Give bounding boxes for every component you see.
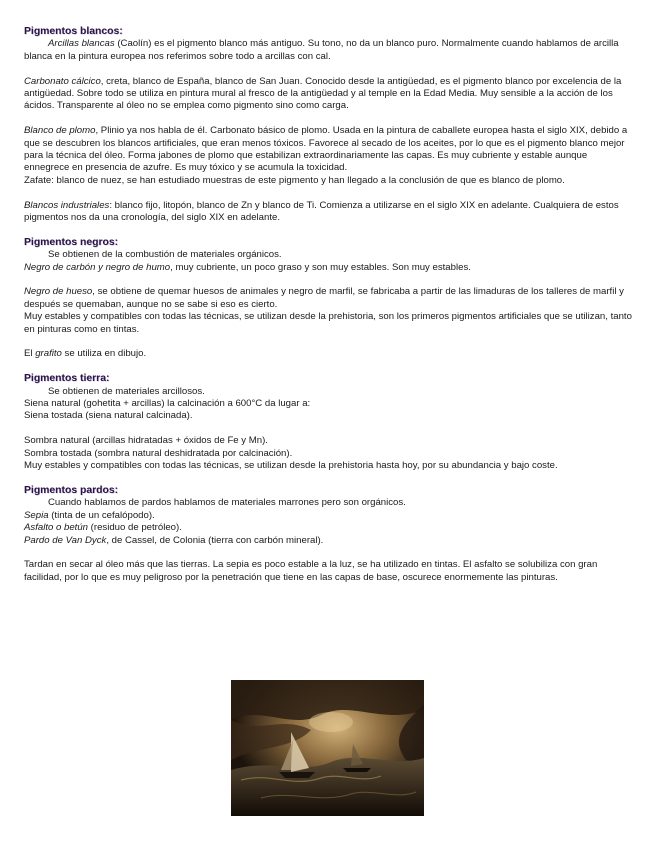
paragraph-van-dyck	[24, 535, 632, 547]
paragraph-sombra-natural: Sombra natural (arcillas hidratadas + óxidos de Fe y Mn).	[24, 435, 268, 447]
heading-pigmentos-negros: Pigmentos negros:	[24, 236, 119, 248]
text-negro-de-hueso: , se obtiene de quemar huesos de animales y negro de marfil, se fabricaba a partir de las limaduras de los talleres de marfil y después se quemaban, aunque no se sabe si eso es cierto.	[24, 286, 624, 310]
paragraph-sombra-tostada: Sombra tostada (sombra natural deshidratada por calcinación).	[24, 447, 293, 459]
term-blancos-industriales: Blancos industriales	[24, 199, 110, 211]
text-negro-de-carbon: , muy cubriente, un poco graso y son muy estables. Son muy estables.	[170, 261, 471, 273]
text-van-dyck: , de Cassel, de Colonia (tierra con carbón mineral).	[106, 534, 324, 546]
term-negro-de-carbon: Negro de carbón y negro de humo	[24, 261, 171, 273]
paragraph-grafito	[24, 348, 632, 360]
term-carbonato-calcico: Carbonato cálcico	[24, 75, 101, 87]
term-asfalto: Asfalto o betún	[24, 522, 89, 534]
text-blancos-industriales: : blanco fijo, litopón, blanco de Zn y blanco de Ti. Comienza a utilizarse en el siglo XIX en adelante. Cualquiera de estos pigmentos nos da una cronología, del siglo XIX en adelante.	[24, 199, 619, 224]
paragraph-siena-tostada: Siena tostada (siena natural calcinada).	[24, 410, 193, 422]
paragraph-blanco-de-plomo	[24, 125, 632, 175]
painting-illustration	[231, 680, 424, 816]
painting-image	[231, 680, 424, 816]
text-arcillas-blancas: (Caolín) es el pigmento blanco más antiguo. Su tono, no da un blanco puro. Normalmente cuando hablamos de arcilla blanca en la pintura europea nos referimos sobre todo a arcillas con cal.	[24, 38, 619, 62]
term-grafito: grafito	[35, 348, 62, 360]
paragraph-tierra-intro: Se obtienen de materiales arcillosos.	[48, 385, 205, 397]
term-negro-de-hueso: Negro de hueso	[24, 286, 93, 298]
term-blanco-de-plomo: Blanco de plomo	[24, 125, 96, 137]
term-van-dyck: Pardo de Van Dyck	[24, 534, 107, 546]
text-grafito-pre: El	[24, 348, 36, 360]
heading-pigmentos-tierra: Pigmentos tierra:	[24, 373, 110, 385]
text-blanco-de-plomo: , Plinio ya nos habla de él. Carbonato básico de plomo. Usada en la pintura de caballete europea hasta el siglo XIX, debido a que se descubren los blancos artificiales, que eran menos tóxicos. Favorece al secado de los aceites, por lo que es el pigmento blanco mejor para la técnica del óleo. Forma jabones de plomo que estabilizan extraordinariamente las capas. Es muy cubriente y estable aunque ennegrece en presencia de azufre. Es muy tóxico y se acumula la toxicidad.	[24, 125, 628, 174]
term-arcillas-blancas: Arcillas blancas	[48, 38, 115, 50]
paragraph-arcillas-blancas	[24, 38, 632, 63]
paragraph-asfalto	[24, 522, 632, 534]
paragraph-pardos-intro: Cuando hablamos de pardos hablamos de materiales marrones pero son orgánicos.	[48, 497, 406, 509]
paragraph-tierra-estables: Muy estables y compatibles con todas las técnicas, se utilizan desde la prehistoria hasta hoy, por su abundancia y bajo coste.	[24, 460, 558, 472]
heading-pigmentos-blancos: Pigmentos blancos:	[24, 26, 123, 37]
heading-pigmentos-pardos: Pigmentos pardos:	[24, 484, 119, 496]
text-sepia: (tinta de un cefalópodo).	[48, 509, 155, 521]
paragraph-carbonato-calcico	[24, 76, 632, 113]
document-body	[24, 26, 632, 584]
paragraph-sepia	[24, 510, 632, 522]
paragraph-negros-intro: Se obtienen de la combustión de materiales orgánicos.	[48, 249, 282, 261]
text-grafito: se utiliza en dibujo.	[61, 348, 147, 360]
text-asfalto: (residuo de petróleo).	[88, 522, 182, 534]
term-sepia: Sepia	[24, 509, 49, 521]
text-carbonato-calcico: , creta, blanco de España, blanco de San Juan. Conocido desde la antigüedad, es el pigmento blanco por excelencia de la antigüedad. Sobre todo se utiliza en pintura mural al fresco de la antigüedad y al temple en la Edad Media. Muy sensible a la acción de los ácidos. Transparente al óleo no se emplea como pigmento sino como carga.	[24, 75, 622, 112]
paragraph-negros-estables: Muy estables y compatibles con todas las técnicas, se utilizan desde la prehistoria, son los primeros pigmentos artificiales que se utilizan, tanto en pinturas como en tintas.	[24, 311, 632, 335]
paragraph-negro-de-carbon	[24, 262, 632, 274]
paragraph-negro-de-hueso	[24, 286, 632, 311]
paragraph-blancos-industriales	[24, 200, 632, 225]
paragraph-zafate: Zafate: blanco de nuez, se han estudiado muestras de este pigmento y han llegado a la conclusión de que es blanco de plomo.	[24, 174, 565, 186]
paragraph-siena-natural: Siena natural (gohetita + arcillas) la calcinación a 600°C da lugar a:	[24, 398, 311, 410]
paragraph-pardos-secado: Tardan en secar al óleo más que las tierras. La sepia es poco estable a la luz, se ha utilizado en tintas. El asfalto se solubiliza con gran facilidad, por lo que es muy peligroso por la penetración que tiene en las capas de base, oscurece enormemente las pinturas.	[24, 559, 598, 583]
